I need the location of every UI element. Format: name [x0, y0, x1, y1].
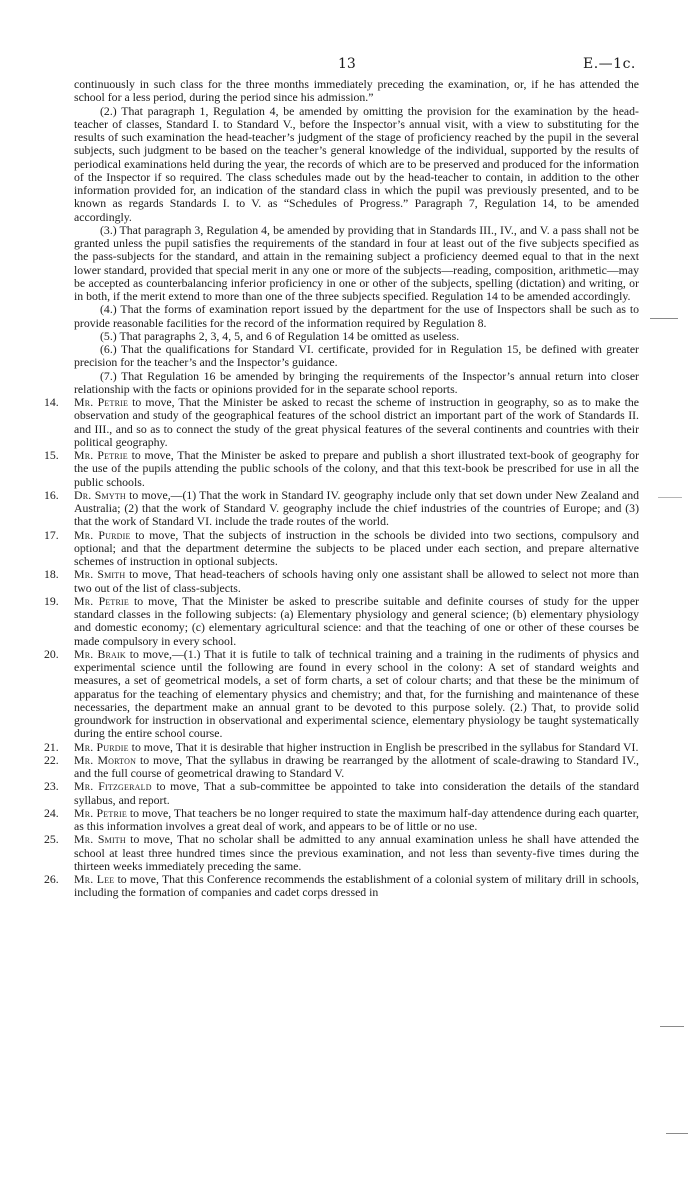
- page-number: 13: [338, 56, 356, 72]
- subclause: (5.) That paragraphs 2, 3, 4, 5, and 6 of Regulation 14 be omitted as useless.: [100, 328, 460, 343]
- motion-item: [44, 595, 639, 648]
- motion-item: [44, 833, 639, 873]
- subclause: (7.) That Regulation 16 be amended by bringing the requirements of the Inspector’s annual return into closer relationship with the facts or opinions provided for in the separate school reports.: [74, 368, 639, 396]
- motion-number: 20.: [44, 646, 59, 661]
- motion-number: 25.: [44, 832, 59, 847]
- motion-text: to move, That the subjects of instruction in the schools be divided into two sections, compulsory and optional; and that the department determine the subjects to be placed under each section, and prepare alternative schemes of instruction in optional subjects.: [74, 527, 639, 568]
- motion-item: [44, 807, 639, 834]
- motion-number: 22.: [44, 752, 59, 767]
- subclause: (6.) That the qualifications for Standard VI. certificate, provided for in Regulation 15, be defined with greater precision for the teacher’s and the Inspector’s guidance.: [74, 342, 639, 370]
- motion-item: [44, 780, 639, 807]
- motion-mover: Mr. Petrie: [74, 448, 128, 462]
- motion-mover: Dr. Smyth: [74, 487, 126, 502]
- motion-item: [44, 489, 639, 529]
- motion-text: to move, That the Minister be asked to prepare and publish a short illustrated text-book of geography for the use of the pupils attending the public schools of the colony, and that this text-book be prescribed for use in all the public schools.: [74, 448, 640, 489]
- motion-text: to move, That a sub-committee be appointed to take into consideration the details of the standard syllabus, and report.: [74, 779, 639, 807]
- margin-tick: [650, 318, 678, 319]
- motion-text: to move, That the Minister be asked to recast the scheme of instruction in geography, so as to make the observation and study of the geographical features of the school district an important part of the work of Standards II. and III., and so as to connect the study of the great physical features of the several continents and countries with their political geography.: [74, 395, 639, 449]
- motion-text: to move,—(1.) That it is futile to talk of technical training and a training in the rudiments of physics and experimental science until the following are found in every school in the colony: A set of standard weights and measures, a set of geometrical models, a set of form charts, a set of colour charts; and that these be the minimum of apparatus for the teaching of elementary physics and chemistry; and that, for the furnishing and maintenance of these necessaries, the department make an annual grant to be devoted to this purpose solely. (2.) That, to provide solid groundwork for instruction in observational and experimental science, elementary physiology be taught systematically during the entire school course.: [74, 646, 640, 741]
- motion-number: 19.: [44, 593, 59, 608]
- motion-mover: Mr. Purdie: [74, 739, 129, 754]
- motion-list: [44, 396, 639, 900]
- motion-item: [44, 396, 639, 449]
- motion-item: [44, 568, 639, 595]
- document-reference: E.—1c.: [583, 56, 636, 72]
- motion-item: [44, 754, 639, 781]
- motion-number: 23.: [44, 779, 59, 794]
- motion-item: [44, 741, 639, 754]
- motion-text: to move, That teachers be no longer required to state the maximum half-day attendence during each quarter, as this information involves a great deal of work, and appears to be of little or no use.: [74, 805, 639, 833]
- motion-mover: Mr. Morton: [74, 752, 137, 767]
- motion-number: 24.: [44, 805, 59, 820]
- motion-mover: Mr. Braik: [74, 646, 126, 661]
- motion-number: 18.: [44, 567, 59, 582]
- motion-text: to move, That this Conference recommends the establishment of a colonial system of military drill in schools, including the formation of companies and cadet corps dressed in: [74, 872, 640, 900]
- subclause: (3.) That paragraph 3, Regulation 4, be amended by providing that in Standards III., IV., and V. a pass shall not be granted unless the pupil satisfies the requirements of the standard in four at least out of the five subjects specified as the pass-subjects for the standard, and attain in the remaining subject a proficiency deemed equal to that in the next lower standard, provided that special merit in any one or more of the subjects—reading, composition, arithmetic—may be accepted as counterbalancing inferior proficiency in one or other of the subjects, spelling (dictation) and writing, or in both, if the merit extend to more than one of the three subjects specified. Regulation 14 to be amended accordingly.: [74, 222, 639, 303]
- motion-mover: Mr. Petrie: [74, 805, 127, 820]
- motion-text: to move,—(1) That the work in Standard IV. geography include only that set down under New Zealand and Australia; (2) that the work of Standard V. geography include the chief industries of the countries of Europe; and (3) that the work of Standard VI. include the trade routes of the world.: [74, 487, 640, 529]
- motion-number: 26.: [44, 872, 59, 886]
- motion-text: to move, That the syllabus in drawing be rearranged by the allotment of scale-drawing to Standard IV., and the full course of geometrical drawing to Standard V.: [74, 752, 639, 780]
- motion-number: 14.: [44, 395, 59, 409]
- motion-mover: Mr. Smith: [74, 567, 126, 582]
- motion-text: to move, That it is desirable that higher instruction in English be prescribed in the syllabus for Standard VI.: [128, 739, 639, 754]
- subclause-list: [44, 105, 639, 397]
- motion-text: to move, That no scholar shall be admitted to any annual examination unless he shall have attended the school at least three hundred times since the previous examination, and not less than seventy-five times during the thirteen weeks immediately preceding the same.: [74, 832, 639, 873]
- motion-item: [44, 449, 639, 489]
- motion-number: 15.: [44, 448, 59, 462]
- continuation-paragraph: continuously in such class for the three months immediately preceding the examination, or, if he has attended the school for a less period, during the period since his admission.”: [74, 77, 639, 105]
- motion-item: [44, 648, 639, 741]
- subclause: (4.) That the forms of examination report issued by the department for the use of Inspectors shall be such as to provide reasonable facilities for the record of the information required by Regulation 8.: [74, 302, 639, 330]
- motion-text: to move, That the Minister be asked to prescribe suitable and definite courses of study for the upper standard classes in the following subjects: (a) Elementary physiology and general science; (b) elementary physiology and domestic economy; (c) elementary agricultural science: and that the teaching of one or other of these courses be made compulsory in every school.: [74, 593, 639, 648]
- motion-mover: Mr. Lee: [74, 872, 115, 886]
- margin-tick: [666, 1133, 688, 1134]
- motion-mover: Mr. Petrie: [74, 593, 129, 608]
- motion-number: 17.: [44, 527, 59, 542]
- motion-number: 21.: [44, 739, 59, 754]
- motion-item: [44, 873, 639, 900]
- motion-item: [44, 529, 639, 569]
- subclause: (2.) That paragraph 1, Regulation 4, be amended by omitting the provision for the examination by the head-teacher of classes, Standard I. to Standard V., before the Inspector’s annual visit, with a view to substituting for the results of such examination the head-teacher’s judgment of the stage of proficiency reached by the pupil in the several subjects, such judgment to be based on the teacher’s general knowledge of the individual, supported by the results of periodical examinations held during the year, the records of which are to be preserved and produced for the information of the Inspector if so required. The class schedules made out by the head-teacher to contain, in addition to the other information provided for, an indication of the standard class in which the pupil was previously presented, and to be known as regards Standards I. to V. as “Schedules of Progress.” Paragraph 7, Regulation 14, to be amended accordingly.: [74, 103, 639, 224]
- motion-mover: Mr. Petrie: [74, 395, 129, 409]
- motion-mover: Mr. Fitzgerald: [74, 779, 152, 794]
- document-body: [44, 78, 639, 900]
- motion-text: to move, That head-teachers of schools having only one assistant shall be allowed to select not more than two out of the list of class-subjects.: [74, 567, 639, 595]
- motion-mover: Mr. Smith: [74, 832, 126, 847]
- motion-mover: Mr. Purdie: [74, 527, 131, 542]
- margin-tick: [658, 497, 682, 498]
- motion-number: 16.: [44, 487, 59, 502]
- margin-tick: [660, 1026, 684, 1027]
